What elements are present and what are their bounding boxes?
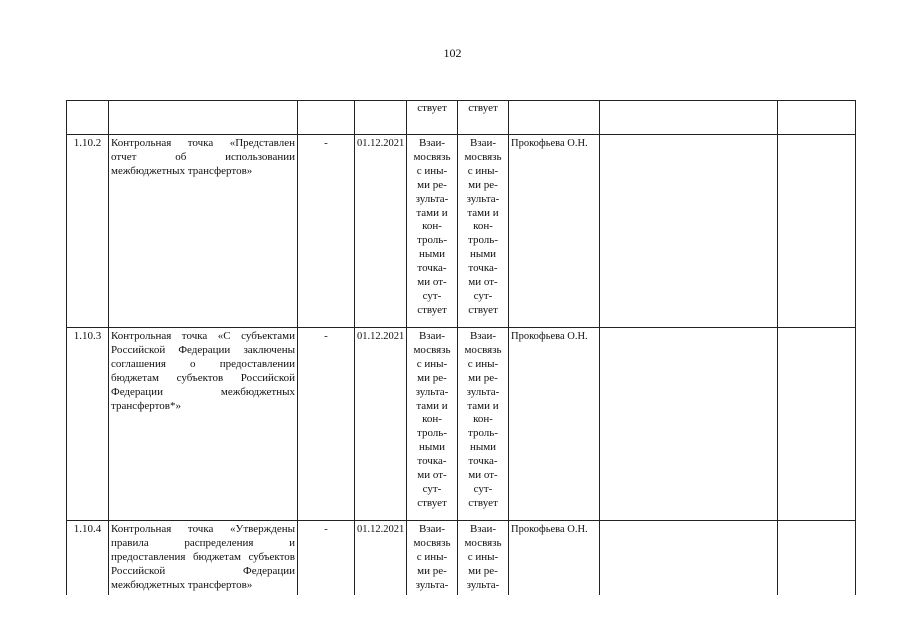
row-relation-b xyxy=(458,521,509,595)
relation-line: ми ре- xyxy=(468,371,498,384)
cell-empty-2 xyxy=(778,101,856,135)
relation-line: зульта- xyxy=(466,385,500,398)
row-relation-a xyxy=(407,521,458,595)
row-dash: - xyxy=(298,328,355,521)
relation-line: кон- xyxy=(422,413,442,426)
cell-date xyxy=(355,101,407,135)
relation-line: троль- xyxy=(417,234,447,247)
cell-relation-b xyxy=(458,101,509,135)
row-name: Контрольная точка «Утверждены правила распределения и предоставления бюджетам субъектов Российской Федерации межбюджетных трансфертов» xyxy=(109,521,298,595)
relation-line: ствует xyxy=(417,496,447,509)
relation-line: Взаи- xyxy=(418,137,446,149)
relation-line: точка- xyxy=(468,455,498,468)
relation-line: ствует xyxy=(468,303,498,316)
relation-line: ствует xyxy=(468,496,498,509)
row-dash: - xyxy=(298,135,355,328)
relation-line: ми от- xyxy=(417,469,447,482)
relation-line: ми ре- xyxy=(468,178,498,191)
row-date: 01.12.2021 xyxy=(355,135,407,328)
relation-line: троль- xyxy=(468,427,498,440)
relation-line: ми ре- xyxy=(417,178,447,191)
relation-line: с ины- xyxy=(467,550,499,563)
row-relation-a xyxy=(407,328,458,521)
table-row xyxy=(67,328,856,521)
relation-line: зульта- xyxy=(415,385,449,398)
relation-line: тами и xyxy=(467,399,499,412)
relation-line: Взаи- xyxy=(469,330,497,342)
relation-line: точка- xyxy=(417,262,447,275)
relation-line: зульта- xyxy=(415,192,449,205)
relation-line: сут- xyxy=(473,289,493,302)
relation-line: кон- xyxy=(422,220,442,233)
relation-line: кон- xyxy=(473,220,493,233)
continuation-row xyxy=(67,101,856,135)
cell-empty-1 xyxy=(600,135,778,328)
row-name: Контрольная точка «С субъектами Российской Федерации заключены соглашения о предоставлении бюджетам субъектов Российской Федерации межбюджетных трансфертов*» xyxy=(109,328,298,521)
row-responsible: Прокофьева О.Н. xyxy=(509,135,600,328)
relation-line: мосвязь xyxy=(464,343,502,356)
relation-line: сут- xyxy=(422,482,442,495)
cell-dash xyxy=(298,101,355,135)
relation-line: точка- xyxy=(417,455,447,468)
relation-line: сут- xyxy=(422,289,442,302)
relation-line: ми ре- xyxy=(468,564,498,577)
relation-line: кон- xyxy=(473,413,493,426)
relation-line: Взаи- xyxy=(469,523,497,535)
row-relation-b xyxy=(458,135,509,328)
relation-line: ными xyxy=(469,248,497,261)
relation-line: ствует xyxy=(417,102,447,114)
relation-line: зульта- xyxy=(466,578,500,591)
cell-empty-1 xyxy=(600,101,778,135)
relation-line: мосвязь xyxy=(413,536,451,549)
relation-line: точка- xyxy=(468,262,498,275)
row-number: 1.10.2 xyxy=(67,135,109,328)
relation-line: ми ре- xyxy=(417,371,447,384)
row-relation-b xyxy=(458,328,509,521)
relation-line: с ины- xyxy=(416,357,448,370)
relation-line: мосвязь xyxy=(464,150,502,163)
relation-line: с ины- xyxy=(416,164,448,177)
relation-line: мосвязь xyxy=(464,536,502,549)
cell-empty-1 xyxy=(600,521,778,595)
cell-name xyxy=(109,101,298,135)
relation-line: тами и xyxy=(416,399,448,412)
plan-table xyxy=(66,100,856,595)
cell-empty-2 xyxy=(778,521,856,595)
relation-line: ными xyxy=(469,441,497,454)
cell-relation-a xyxy=(407,101,458,135)
page-number: 102 xyxy=(443,46,462,60)
relation-line: ствует xyxy=(468,102,498,114)
relation-line: зульта- xyxy=(466,192,500,205)
relation-line: мосвязь xyxy=(413,150,451,163)
relation-line: мосвязь xyxy=(413,343,451,356)
row-date: 01.12.2021 xyxy=(355,328,407,521)
row-date: 01.12.2021 xyxy=(355,521,407,595)
relation-line: Взаи- xyxy=(418,523,446,535)
row-number: 1.10.4 xyxy=(67,521,109,595)
cell-empty-2 xyxy=(778,135,856,328)
table-row xyxy=(67,521,856,595)
relation-line: ными xyxy=(418,441,446,454)
relation-line: с ины- xyxy=(467,357,499,370)
relation-line: ствует xyxy=(417,303,447,316)
relation-line: ми от- xyxy=(417,276,447,289)
relation-line: с ины- xyxy=(467,164,499,177)
relation-line: Взаи- xyxy=(469,137,497,149)
relation-line: с ины- xyxy=(416,550,448,563)
row-number: 1.10.3 xyxy=(67,328,109,521)
cell-num xyxy=(67,101,109,135)
relation-line: сут- xyxy=(473,482,493,495)
relation-line: Взаи- xyxy=(418,330,446,342)
relation-line: зульта- xyxy=(415,578,449,591)
relation-line: ми ре- xyxy=(417,564,447,577)
cell-empty-2 xyxy=(778,328,856,521)
row-responsible: Прокофьева О.Н. xyxy=(509,521,600,595)
relation-line: ми от- xyxy=(468,276,498,289)
table-row xyxy=(67,135,856,328)
relation-line: троль- xyxy=(417,427,447,440)
relation-line: тами и xyxy=(467,206,499,219)
row-relation-a xyxy=(407,135,458,328)
relation-line: ми от- xyxy=(468,469,498,482)
relation-line: тами и xyxy=(416,206,448,219)
row-dash: - xyxy=(298,521,355,595)
cell-responsible xyxy=(509,101,600,135)
row-name: Контрольная точка «Представлен отчет об использовании межбюджетных трансфертов» xyxy=(109,135,298,328)
cell-empty-1 xyxy=(600,328,778,521)
row-responsible: Прокофьева О.Н. xyxy=(509,328,600,521)
relation-line: ными xyxy=(418,248,446,261)
relation-line: троль- xyxy=(468,234,498,247)
